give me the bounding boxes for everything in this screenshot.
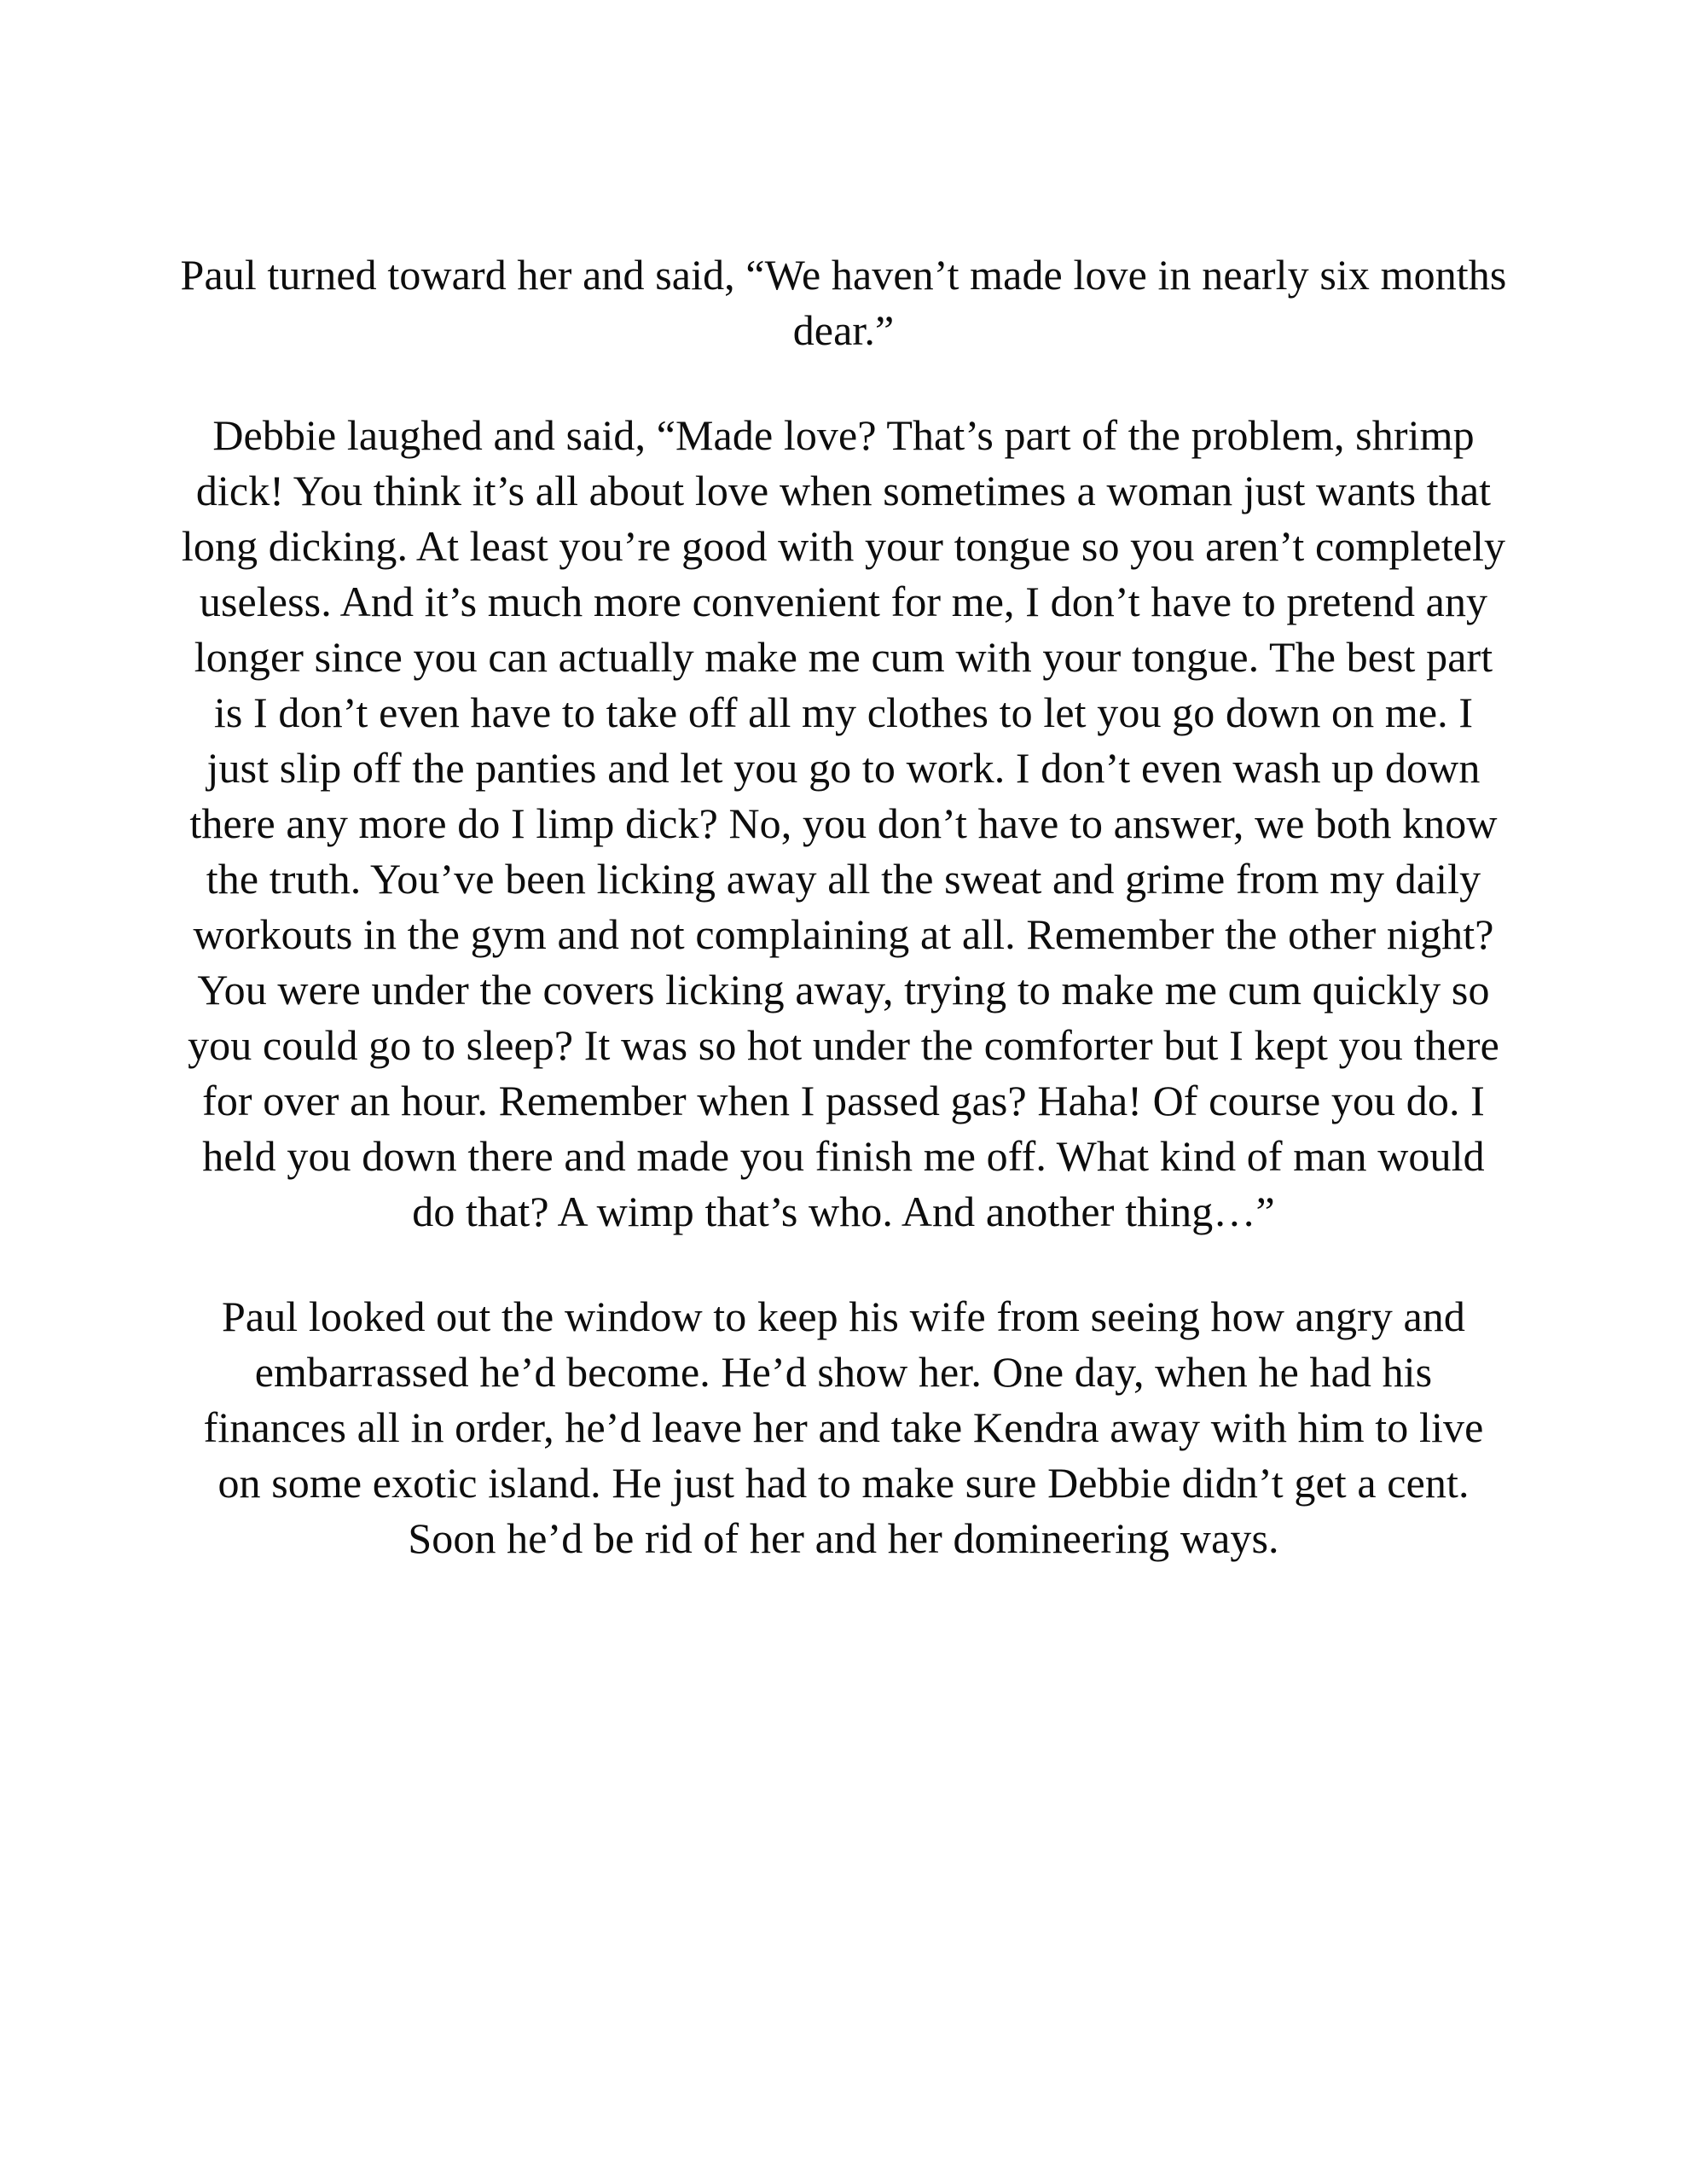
paragraph-2: Debbie laughed and said, “Made love? That’s part of the problem, shrimp dick! You think it’s all about love when sometimes a woman just wants that long dicking. At least you’re good with your tongue so you aren’t completely useless. And it’s much more convenient for me, I don’t have to pretend any longer since you can actually make me cum with your tongue. The best part is I don’t even have to take off all my clothes to let you go down on me. I just slip off the panties and let you go to work. I don’t even wash up down there any more do I limp dick? No, you don’t have to answer, we both know the truth. You’ve been licking away all the sweat and grime from my daily workouts in the gym and not complaining at all. Remember the other night? You were under the covers licking away, trying to make me cum quickly so you could go to sleep? It was so hot under the comforter but I kept you there for over an hour. Remember when I passed gas? Haha! Of course you do. I held you down there and made you finish me off. What kind of man would do that? A wimp that’s who. And another thing…” (181, 411, 1506, 1235)
paragraph-3: Paul looked out the window to keep his wife from seeing how angry and embarrassed he’d become. He’d show her. One day, when he had his finances all in order, he’d leave her and take Kendra away with him to live on some exotic island. He just had to make sure Debbie didn’t get a cent. Soon he’d be rid of her and her domineering ways. (203, 1292, 1484, 1562)
paragraph-1: Paul turned toward her and said, “We haven’t made love in nearly six months dear.” (180, 251, 1507, 354)
document-body (179, 247, 1508, 1566)
